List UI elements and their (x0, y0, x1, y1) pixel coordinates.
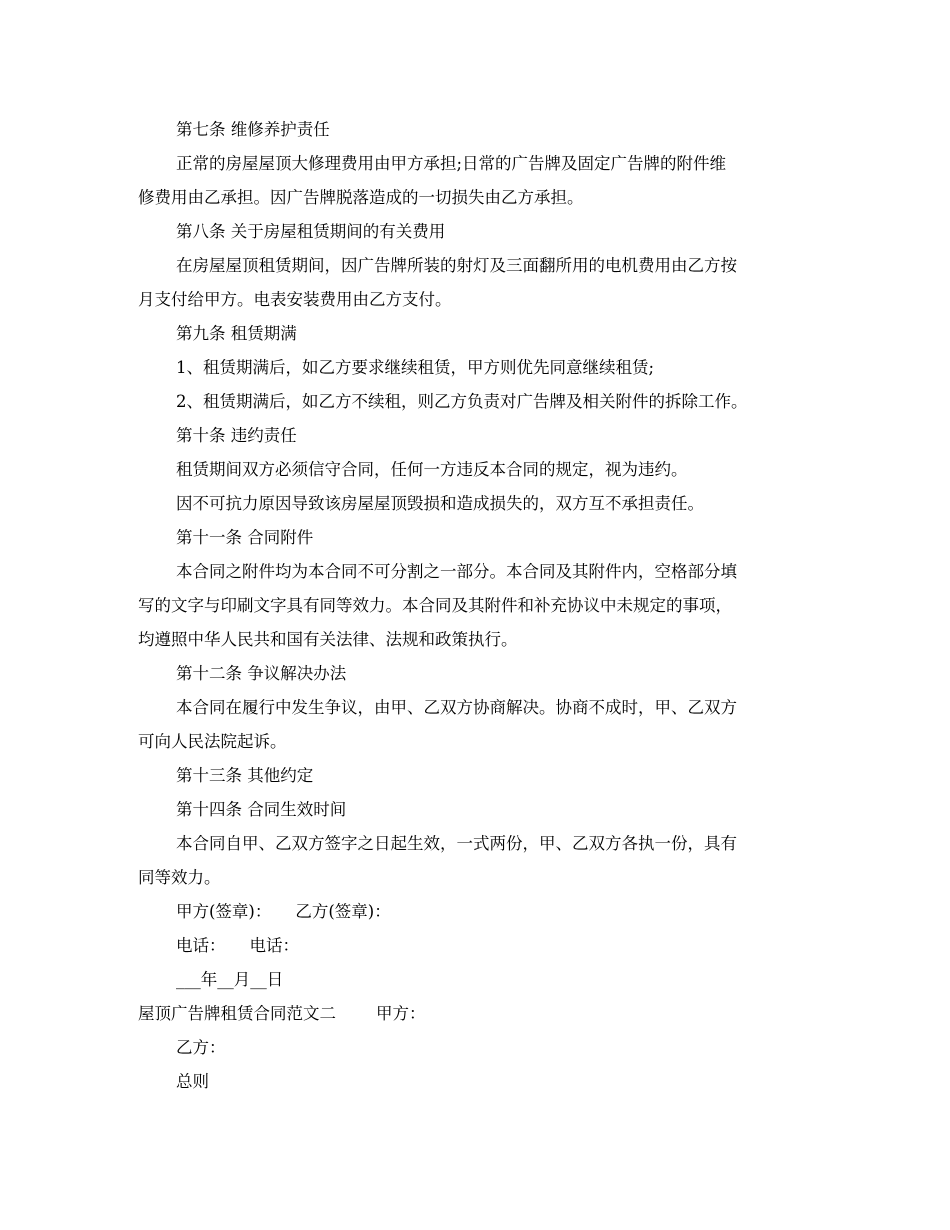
paragraph-line: 写的文字与印刷文字具有同等效力。本合同及其附件和补充协议中未规定的事项， (138, 596, 732, 615)
party-b-label: 乙方： (176, 1038, 226, 1057)
paragraph-line: 本合同自甲、乙双方签字之日起生效，一式两份，甲、乙双方各执一份，具有 (176, 834, 737, 853)
paragraph-line: 因不可抗力原因导致该房屋屋顶毁损和造成损失的，双方互不承担责任。 (176, 494, 704, 513)
paragraph-line: 2、租赁期满后，如乙方不续租，则乙方负责对广告牌及相关附件的拆除工作。 (176, 392, 748, 411)
paragraph-line: 租赁期间双方必须信守合同，任何一方违反本合同的规定，视为违约。 (176, 460, 688, 479)
second-contract-party-a-label: 甲方： (376, 1004, 426, 1023)
signature-line (138, 895, 818, 929)
general-provisions-heading: 总则 (176, 1072, 209, 1091)
phone-line (138, 929, 818, 963)
party-b-phone-label: 电话： (249, 936, 299, 955)
article-9-heading: 第九条 租赁期满 (176, 324, 297, 343)
paragraph-line: 本合同之附件均为本合同不可分割之一部分。本合同及其附件内，空格部分填 (176, 562, 737, 581)
paragraph-line: 修费用由乙承担。因广告牌脱落造成的一切损失由乙方承担。 (138, 188, 584, 207)
second-contract-title: 屋顶广告牌租赁合同范文二 (138, 1004, 336, 1023)
article-13-heading: 第十三条 其他约定 (176, 766, 314, 785)
paragraph-line: 月支付给甲方。电表安装费用由乙方支付。 (138, 290, 452, 309)
party-a-signature-label: 甲方(签章)： (176, 902, 272, 921)
article-8-heading: 第八条 关于房屋租赁期间的有关费用 (176, 222, 446, 241)
article-12-heading: 第十二条 争议解决办法 (176, 664, 347, 683)
article-7-heading: 第七条 维修养护责任 (176, 120, 330, 139)
paragraph-line: 1、租赁期满后，如乙方要求继续租赁，甲方则优先同意继续租赁; (176, 358, 655, 377)
second-contract-title-line (138, 997, 818, 1031)
paragraph-line: 本合同在履行中发生争议，由甲、乙双方协商解决。协商不成时，甲、乙双方 (176, 698, 737, 717)
party-b-signature-label: 乙方(签章)： (295, 902, 391, 921)
paragraph-line: 可向人民法院起诉。 (138, 732, 287, 751)
date-line: ___年__月__日 (176, 970, 284, 989)
paragraph-line: 在房屋屋顶租赁期间，因广告牌所装的射灯及三面翻所用的电机费用由乙方按 (176, 256, 737, 275)
paragraph-line: 均遵照中华人民共和国有关法律、法规和政策执行。 (138, 630, 518, 649)
paragraph-line: 正常的房屋屋顶大修理费用由甲方承担;日常的广告牌及固定广告牌的附件维 (176, 154, 727, 173)
article-14-heading: 第十四条 合同生效时间 (176, 800, 347, 819)
document-body (138, 113, 818, 1099)
article-10-heading: 第十条 违约责任 (176, 426, 297, 445)
party-a-phone-label: 电话： (176, 936, 226, 955)
article-11-heading: 第十一条 合同附件 (176, 528, 314, 547)
paragraph-line: 同等效力。 (138, 868, 221, 887)
